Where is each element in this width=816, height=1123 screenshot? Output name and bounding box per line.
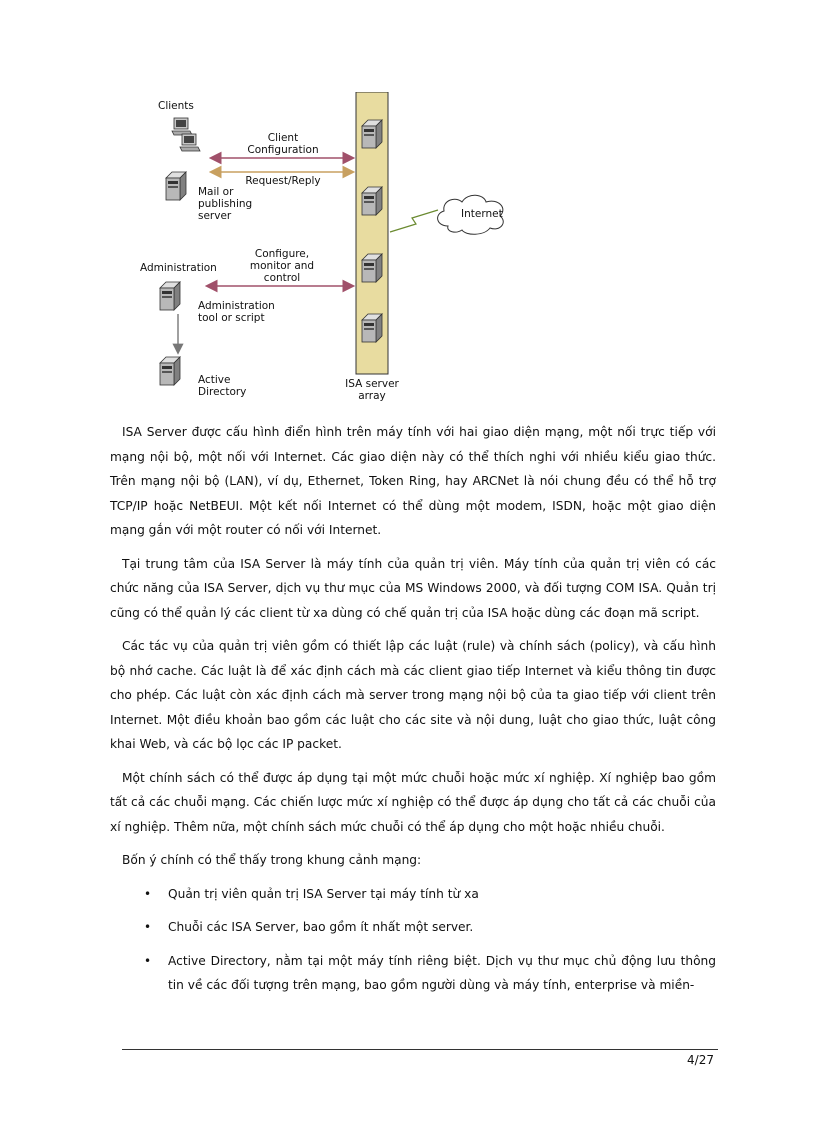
paragraph-2: Tại trung tâm của ISA Server là máy tính của quản trị viên. Máy tính của quản trị viên có các chức năng của ISA Server, dịch vụ thư mục của MS Windows 2000, và đối tượng COM ISA. Quản trị cũng có thể quản lý các client từ xa dùng có chế quản trị của ISA hoặc dùng các đoạn mã script. [110,556,716,620]
paragraph-4: Một chính sách có thể được áp dụng tại một mức chuỗi hoặc mức xí nghiệp. Xí nghiệp bao gồm tất cả các chuỗi mạng. Các chiến lược mức xí nghiệp có thể được áp dụng cho tất cả các chuỗi của xí nghiệp. Thêm nữa, một chính sách mức chuỗi có thể áp dụng cho một hoặc nhiều chuỗi. [110,770,716,834]
client-pc-icon-1 [172,118,192,135]
label-request-reply: Request/Reply [245,175,321,187]
bullet-item [110,882,716,907]
paragraph-3: Các tác vụ của quản trị viên gồm có thiết lập các luật (rule) và chính sách (policy), và cấu hình bộ nhớ cache. Các luật là để xác định cách mà các client giao tiếp Internet và kiểu thông tin được cho phép. Các luật còn xác định cách mà server trong mạng nội bộ của ta giao tiếp với client trên Internet. Một điều khoản bao gồm các luật cho các site và nội dung, luật cho giao thức, luật công khai Web, và các bộ lọc các IP packet. [110,639,716,751]
paragraph-5: Bốn ý chính có thể thấy trong khung cảnh mạng: [122,853,422,867]
label-isa-array: ISA server array [345,378,399,402]
document-body [110,420,716,1007]
client-pc-icon-2 [180,134,200,151]
page-number: 4/27 [687,1053,714,1067]
isa-server-icon-1 [362,120,382,148]
isa-server-icon-2 [362,187,382,215]
label-administration: Administration [140,262,217,274]
mail-server-icon [166,172,186,200]
label-internet: Internet [461,208,503,220]
footer-divider [122,1049,718,1050]
label-mail-server: Mail or publishing server [198,186,253,222]
internet-link [390,210,438,232]
active-directory-icon [160,357,180,385]
label-client-configuration: Client Configuration [247,132,319,156]
isa-server-icon-3 [362,254,382,282]
bullet-list [110,882,716,998]
paragraph-1: ISA Server được cấu hình điển hình trên máy tính với hai giao diện mạng, một nối trực tiếp với mạng nội bộ, một nối với Internet. Các giao diện này có thể thích nghi với nhiều kiểu giao thức. Trên mạng nội bộ (LAN), ví dụ, Ethernet, Token Ring, hay ARCNet là nói chung đều có thể hỗ trợ TCP/IP hoặc NetBEUI. Một kết nối Internet có thể dùng một modem, ISDN, hoặc một giao diện mạng gắn với một router có nối với Internet. [110,425,716,537]
bullet-dot: • [144,953,152,968]
bullet-dot: • [144,920,152,934]
bullet-dot: • [144,886,152,901]
label-configure-monitor: Configure, monitor and control [249,248,315,284]
bullet-text: Chuỗi các ISA Server, bao gồm ít nhất một server. [168,920,474,934]
bullet-text: Active Directory, nằm tại một máy tính riêng biệt. Dịch vụ thư mục chủ động lưu thông tin về các đối tượng trên mạng, bao gồm người dùng và máy tính, enterprise và miền- [168,953,716,992]
label-active-directory: Active Directory [198,374,247,398]
network-diagram [120,92,540,412]
admin-server-icon [160,282,180,310]
label-clients: Clients [158,100,194,112]
bullet-text: Quản trị viên quản trị ISA Server tại máy tính từ xa [168,886,479,901]
bullet-item [110,949,716,998]
label-admin-tool: Administration tool or script [198,300,275,324]
isa-server-icon-4 [362,314,382,342]
bullet-item [110,915,716,940]
